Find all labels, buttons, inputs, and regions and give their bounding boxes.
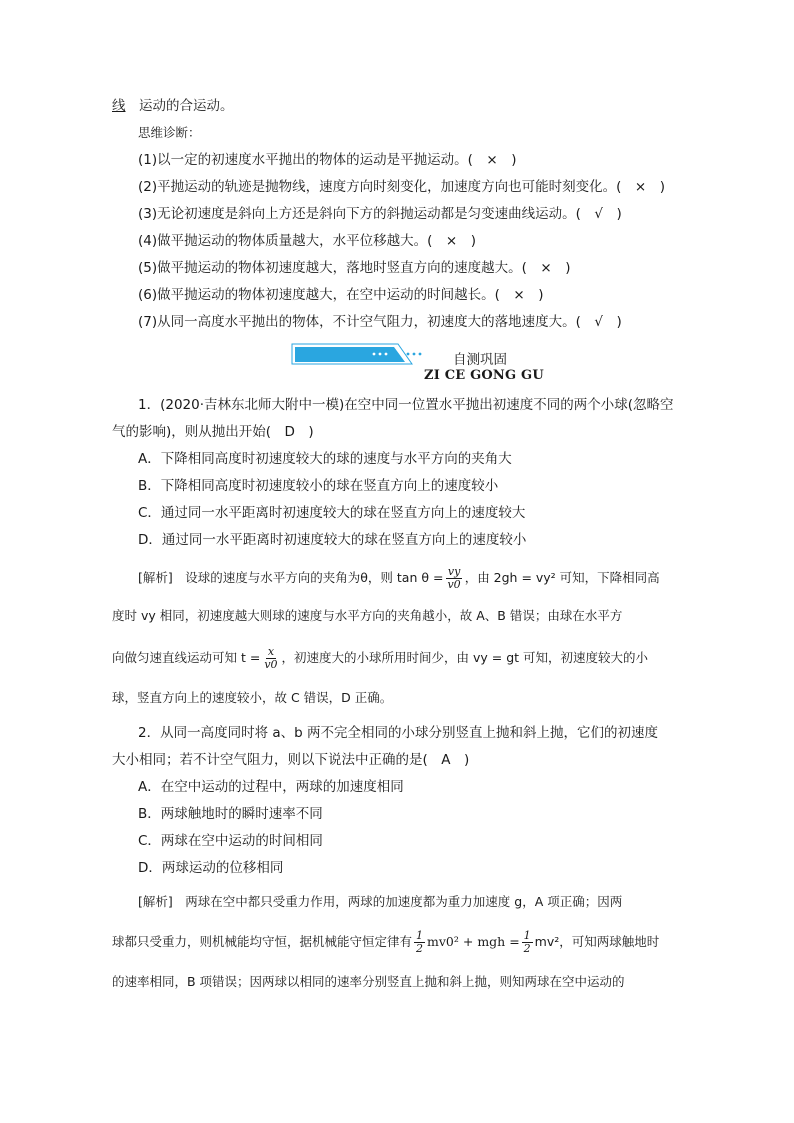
q2-analysis-label: [解析] (138, 894, 173, 909)
diagnosis-item-6: (6)做平抛运动的物体初速度越大，在空中运动的时间越长。( × ) (138, 287, 544, 303)
diagnosis-item-1: (1)以一定的初速度水平抛出的物体的运动是平抛运动。( × ) (138, 152, 517, 168)
section-title: 自测巩固 (453, 352, 507, 368)
q2-option-a: A．在空中运动的过程中，两球的加速度相同 (138, 779, 404, 795)
q1-fraction-time: $\frac{x}{v0}$ (264, 645, 278, 671)
diagnosis-item-3: (3)无论初速度是斜向上方还是斜向下方的斜抛运动都是匀变速曲线运动。( √ ) (138, 206, 622, 222)
section-pinyin: ZI CE GONG GU (424, 368, 544, 383)
q2-option-b: B．两球触地时的瞬时速率不同 (138, 806, 323, 822)
q1-analysis-label: [解析] (138, 570, 173, 585)
continuation-line (112, 96, 234, 116)
q1-analysis-line-3: 向做匀速直线运动可知 t = $\frac{x}{v0}$ ，初速度大的小球所用时间少，由 vy = gt 可知，初速度较大的小 (112, 645, 649, 671)
q1-option-d: D．通过同一水平距离时初速度较大的球在竖直方向上的速度较小 (138, 532, 527, 548)
q2-analysis-line-2: 球都只受重力，则机械能均守恒，据机械能守恒定律有 $\frac{1}{2}$ mv0² + mgh = $\frac{1}{2}$ mv²，可知两球触地时 (112, 929, 660, 955)
q2-analysis-line-1: [解析] 两球在空中都只受重力作用，两球的加速度都为重力加速度 g，A 项正确；因两 (138, 894, 623, 909)
q1-option-a: A．下降相同高度时初速度较大的球的速度与水平方向的夹角大 (138, 451, 512, 467)
diagnosis-item-2: (2)平抛运动的轨迹是抛物线，速度方向时刻变化，加速度方向也可能时刻变化。( × ) (138, 179, 665, 195)
q1-analysis-line-1: [解析] 设球的速度与水平方向的夹角为θ，则 tan θ = $\frac{vy}{v0}$ ，由 2gh = vy² 可知，下降相同高 (138, 565, 660, 591)
q2-analysis-line-3: 的速率相同，B 项错误；因两球以相同的速率分别竖直上抛和斜上抛，则知两球在空中运动的 (112, 974, 625, 989)
q2-stem-line-1: 2．从同一高度同时将 a、b 两不完全相同的小球分别竖直上抛和斜上抛，它们的初速度 (138, 725, 659, 741)
q1-option-b: B．下降相同高度时初速度较小的球在竖直方向上的速度较小 (138, 478, 499, 494)
q1-option-c: C．通过同一水平距离时初速度较大的球在竖直方向上的速度较大 (138, 505, 526, 521)
diagnosis-item-5: (5)做平抛运动的物体初速度越大，落地时竖直方向的速度越大。( × ) (138, 260, 571, 276)
diagnosis-item-7: (7)从同一高度水平抛出的物体，不计空气阻力，初速度大的落地速度大。( √ ) (138, 314, 622, 330)
q1-stem-line-1: 1．(2020·吉林东北师大附中一模)在空中同一位置水平抛出初速度不同的两个小球(忽略空 (138, 397, 674, 413)
continuation-text: 运动的合运动。 (139, 98, 234, 114)
q1-analysis-line-2: 度时 vy 相同，初速度越大则球的速度与水平方向的夹角越小，故 A、B 错误；由球在水平方 (112, 608, 623, 623)
q2-fraction-half-1: $\frac{1}{2}$ (416, 929, 424, 955)
q2-option-d: D．两球运动的位移相同 (138, 860, 284, 876)
diagnosis-label: 思维诊断： (138, 125, 201, 140)
q1-fraction-tan: $\frac{vy}{v0}$ (447, 565, 461, 591)
diagnosis-item-4: (4)做平抛运动的物体质量越大，水平位移越大。( × ) (138, 233, 476, 249)
q1-stem-line-2: 气的影响)，则从抛出开始( D ) (112, 424, 314, 440)
q2-option-c: C．两球在空中运动的时间相同 (138, 833, 323, 849)
q2-fraction-half-2: $\frac{1}{2}$ (523, 929, 531, 955)
q1-analysis-line-4: 球，竖直方向上的速度较小，故 C 错误，D 正确。 (112, 690, 393, 705)
q2-stem-line-2: 大小相同；若不计空气阻力，则以下说法中正确的是( A ) (112, 752, 470, 768)
underlined-answer: 线 (112, 98, 126, 114)
section-banner-graphic (290, 343, 430, 365)
